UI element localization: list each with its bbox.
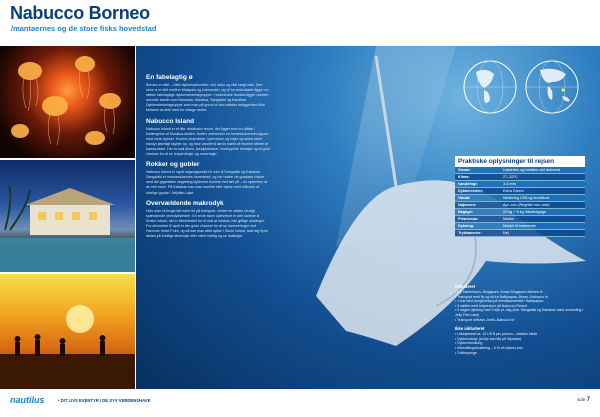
info-row xyxy=(455,188,585,195)
section-heading: Overvældende makrodyk xyxy=(146,199,224,207)
list-item: • Afbestillingsforsikring – 6 % af rejsens pris xyxy=(455,346,585,351)
list-item: • 1 nat med morgenmad på turistklassehotel i Balikpapan xyxy=(455,299,585,304)
list-item: • Transport lufthavn–hotel–Nabucco t/r xyxy=(455,318,585,323)
list-item: • Transport med fly og bil fra Balikpapan–Berau–Nabucco t/r xyxy=(455,295,585,300)
info-row xyxy=(455,174,585,181)
info-key: Nøjsesen: xyxy=(458,203,477,207)
list-item: • Drikkepenge xyxy=(455,351,585,356)
section-heading: En fabelagtig ø xyxy=(146,74,193,81)
section-heading: Rokker og gobler xyxy=(146,161,200,169)
page-number xyxy=(577,397,590,403)
info-value: 27–33°C xyxy=(503,175,518,179)
silhouette-illustration xyxy=(0,274,135,389)
info-key: Bagage: xyxy=(458,210,473,214)
info-row xyxy=(455,202,585,209)
list-item: • 9 nætter med helpension på Nabucco Resort xyxy=(455,304,585,309)
info-value: 20 kg + 5 kg håndbagage xyxy=(503,210,546,214)
page-subtitle: /mantaernes og de store fisks hovedstad xyxy=(11,24,157,33)
section-text: Nabucco Island er også udgangspunkt for ture til Sangalaki og Kakaban. Sangalaki er mantarokkernes hovedstad, og her holder de graciøse rokker med del gigantiske vingefang dykkerne komme helt tæt på – en oplevelse af de helt store. På Kakaban kan man snorkle eller dykke med millioner af ufarlige goplar i Jellyfish Lake. xyxy=(146,170,268,195)
inclusions-box xyxy=(455,284,585,355)
footer-tagline: • DIT LIVS EVENTYR I DE SYV VERDENSHAVE xyxy=(58,398,151,403)
info-key: Prisniveau: xyxy=(458,217,479,221)
jellyfish-illustration xyxy=(0,46,135,158)
list-item: • Udrejseskat ca. 15 US $ per person – betales lokalt xyxy=(455,332,585,337)
info-row xyxy=(455,209,585,216)
section-heading: Nabucco Island xyxy=(146,117,195,125)
info-value: Extra Divers xyxy=(503,189,524,193)
section-text: Nabucco Island er et lille, eksklusivt resort, der ligger som en dråbe i forlængelse af Maratua-atollen. Anden omkranser en forsteskolvrreret lagune med store dybder. Hvorfra amervirker, tyrenokker og hajer og andre store havdyr jævnligt skyder op, og hvor vandet til tørvis mørkt af enorme stimer af barracudaer. Her er wall dives, koralplateauer, hvoltippede revhajer og et godt chancer for at se leopardhajer og nursehajer. xyxy=(146,126,270,157)
resort-photo xyxy=(0,160,135,272)
list-item: • Fly København–Singapore–Kuala Singapore Airlines t/r xyxy=(455,290,585,295)
info-row xyxy=(455,223,585,230)
page-footer xyxy=(0,389,600,417)
info-row xyxy=(455,230,585,237)
article-column xyxy=(146,70,270,239)
info-panel xyxy=(455,156,585,237)
article-section xyxy=(146,74,270,114)
info-key: Valuta: xyxy=(458,196,471,200)
info-key: Visum: xyxy=(458,168,471,172)
info-key: Klima: xyxy=(458,175,470,179)
page-label: side xyxy=(577,397,586,402)
info-value: 3-5 mm xyxy=(503,182,516,186)
excluded-list xyxy=(455,332,585,355)
list-item: • Dykkerudstyr (al leje kan fås på Sipadan) xyxy=(455,337,585,342)
info-table xyxy=(455,167,585,237)
article-section xyxy=(146,161,270,195)
jellyfish-photo xyxy=(0,46,135,158)
info-row xyxy=(455,167,585,174)
list-item: • 5 dages dykning med 3 dyk pr. dag (inkl. Sangalaki og Kakaban samt snorkeling i Jelly Fish Lake) xyxy=(455,308,585,317)
borneo-marker xyxy=(561,88,564,91)
info-key: Dykning: xyxy=(458,224,475,228)
included-heading: Inkluderet xyxy=(455,284,476,289)
info-key: Dykkercenter: xyxy=(458,189,484,193)
info-row xyxy=(455,216,585,223)
info-value: Middel xyxy=(503,217,515,221)
page-title: Nabucco Borneo xyxy=(10,3,150,23)
world-map xyxy=(462,60,580,114)
page-number-value: 7 xyxy=(586,397,590,403)
info-value: Medbring US$ og kreditkort xyxy=(503,196,550,200)
info-row xyxy=(455,181,585,188)
excluded-heading: Ikke inkluderet xyxy=(455,326,485,332)
info-value: Udstedes og betales ved ankomst xyxy=(503,168,561,172)
info-title: Praktiske oplysninger til rejsen xyxy=(455,156,585,167)
info-value: Nej xyxy=(503,231,509,235)
article-section xyxy=(146,118,270,158)
globe-icon xyxy=(462,60,580,114)
info-value: Middel til krævende xyxy=(503,224,536,228)
nautilus-logo: nautilus xyxy=(10,395,45,405)
info-row xyxy=(455,195,585,202)
info-key: Vanddragt: xyxy=(458,182,478,186)
info-value: Apr–nov (Regntid nov–mar) xyxy=(503,203,550,207)
info-key: Trykkammer: xyxy=(458,231,482,235)
included-list xyxy=(455,290,585,322)
section-text: Borneo er vildt – vilde dykkeroplevelser, vild natur og vildt langt væk. Den store ø er delt mellem Malaysia og Indonesien, og vil for entusiaster ligger en række fabelagtige dykkersteder/øgrupper. I Indonesisk farvand ligger næsten ukendte steder som Derawan, Maratua, Sangalaki og Kakaban. Dykkersteder/øgrupper som man på grund af den afsides beliggenhed ikke behøver at dele med for mange andre. xyxy=(146,83,269,113)
sunset-photo xyxy=(0,274,135,389)
resort-illustration xyxy=(0,160,135,272)
photo-strip xyxy=(0,46,135,389)
section-text: Hvis man vil bruge lidt mere tid på transport, venter en række utroligt spændende oevedykstederr. En af de store oplevelser er den sunkne ø Snake Island, det er tilholdested for et utal af snakes, min giftige seslanger. Fra december til april er der gode chancer for at se hammerhajer ved Hammer Head Point, og så kan man altid dykke i Stone Island, lade sig flyne afsted på kraftige strømdyk eller være heldig og se hvalhajer. xyxy=(146,208,268,239)
article-section xyxy=(146,200,270,240)
list-item: • Dykkerforsikring xyxy=(455,341,585,346)
